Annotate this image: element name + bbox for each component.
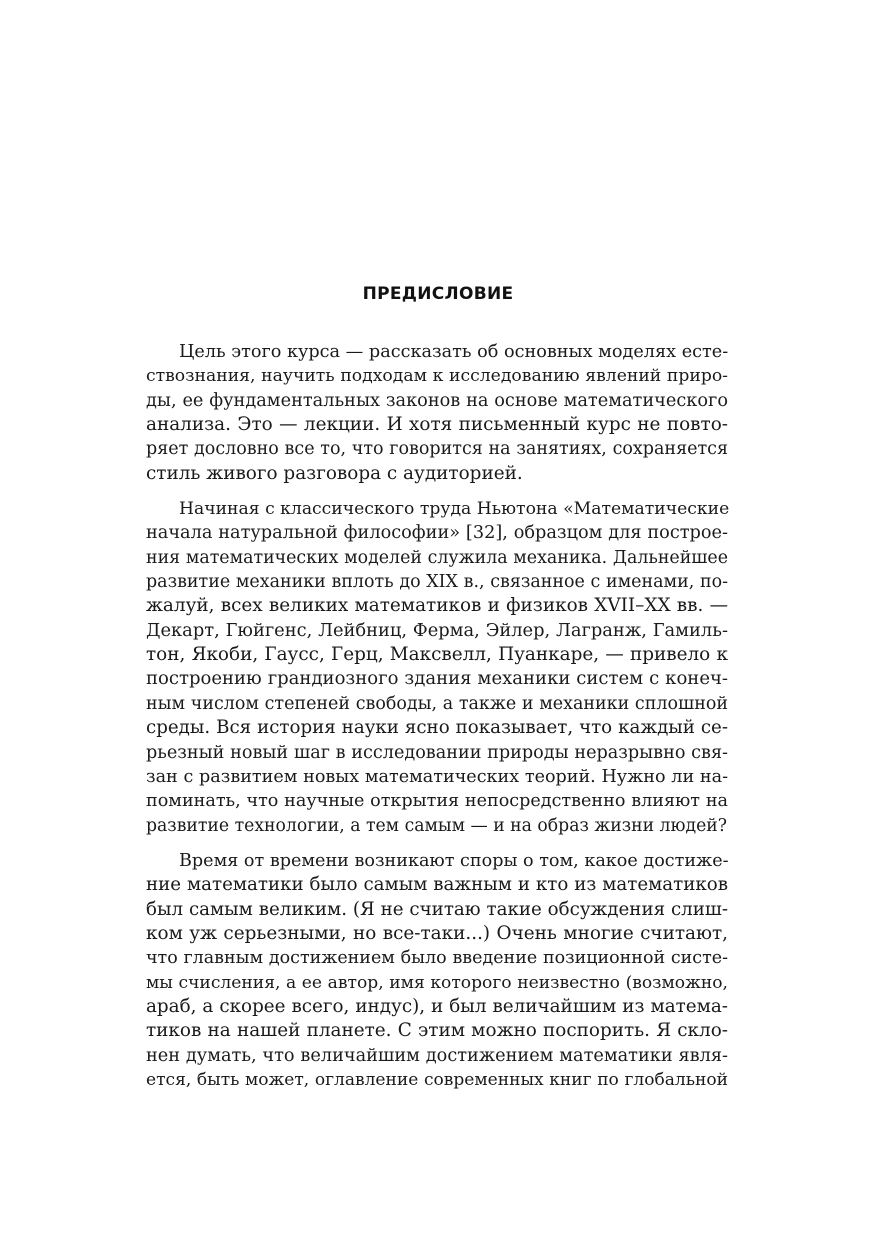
text-line: среды. Вся история науки ясно показывает, что каждый се-	[146, 717, 728, 739]
text-line: был самым великим. (Я не считаю такие обсуждения слиш-	[146, 898, 728, 920]
text-line: начала натуральной философии» [32], образцом для построе-	[146, 523, 728, 544]
text-line: что главным достижением было введение позиционной систе-	[146, 948, 728, 969]
text-line: Декарт, Гюйгенс, Лейбниц, Ферма, Эйлер, Лагранж, Гамиль-	[146, 619, 728, 641]
text-line: поминать, что научные открытия непосредственно влияют на	[146, 791, 728, 812]
text-line: ние математики было самым важным и кто из математиков	[146, 874, 728, 896]
text-line: построению грандиозного здания механики систем с конеч-	[146, 668, 728, 690]
text-line: ствознания, научить подходам к исследованию явлений приро-	[146, 366, 728, 387]
text-line: нен думать, что величайшим достижением математики явля-	[146, 1045, 728, 1066]
text-line: тон, Якоби, Гаусс, Герц, Максвелл, Пуанкаре, — привело к	[146, 644, 728, 666]
paragraph-3	[146, 849, 728, 1092]
text-line: развитие механики вплоть до XIX в., связанное с именами, по-	[146, 572, 728, 593]
text-line: рьезный новый шаг в исследовании природы неразрывно свя-	[146, 742, 728, 763]
text-line: тиков на нашей планете. С этим можно поспорить. Я склo-	[146, 1020, 728, 1042]
text-line: Цель этого курса — рассказать об основных моделях есте-	[179, 342, 729, 362]
body-text	[146, 340, 728, 1103]
text-line: зан с развитием новых математических теорий. Нужно ли на-	[146, 766, 728, 787]
text-line: ком уж серьезными, но все-таки...) Очень многие считают,	[146, 922, 728, 944]
text-line: Начиная с классического труда Ньютона «Математические	[179, 499, 730, 520]
text-line: ды, ее фундаментальных законов на основе математического	[146, 390, 728, 411]
text-line: мы счисления, а ее автор, имя которого неизвестно (возможно,	[146, 972, 728, 993]
text-line: Время от времени возникают споры о том, какое достиже-	[179, 850, 729, 871]
text-line: араб, а скорее всего, индус), и был величайшим из матема-	[146, 995, 728, 1017]
text-line: ным числом степеней свободы, а также и механики сплошной	[146, 693, 728, 714]
page-title: ПРЕДИСЛОВИЕ	[362, 284, 514, 304]
text-line: стиль живого разговора с аудиторией.	[146, 462, 523, 484]
text-line: ется, быть может, оглавление современных книг по глобальной	[146, 1069, 728, 1090]
text-line: ряет дословно все то, что говорится на занятиях, сохраняется	[146, 439, 728, 460]
text-line: жалуй, всех великих математиков и физиков XVII–XX вв. —	[146, 595, 728, 617]
text-line: ния математических моделей служила механика. Дальнейшее	[146, 547, 728, 568]
paragraph-2	[146, 497, 728, 838]
text-line: развитие технологии, а тем самым — и на образ жизни людей?	[146, 815, 728, 836]
text-line: анализа. Это — лекции. И хотя письменный курс не повто-	[146, 414, 728, 436]
paragraph-1	[146, 340, 728, 486]
